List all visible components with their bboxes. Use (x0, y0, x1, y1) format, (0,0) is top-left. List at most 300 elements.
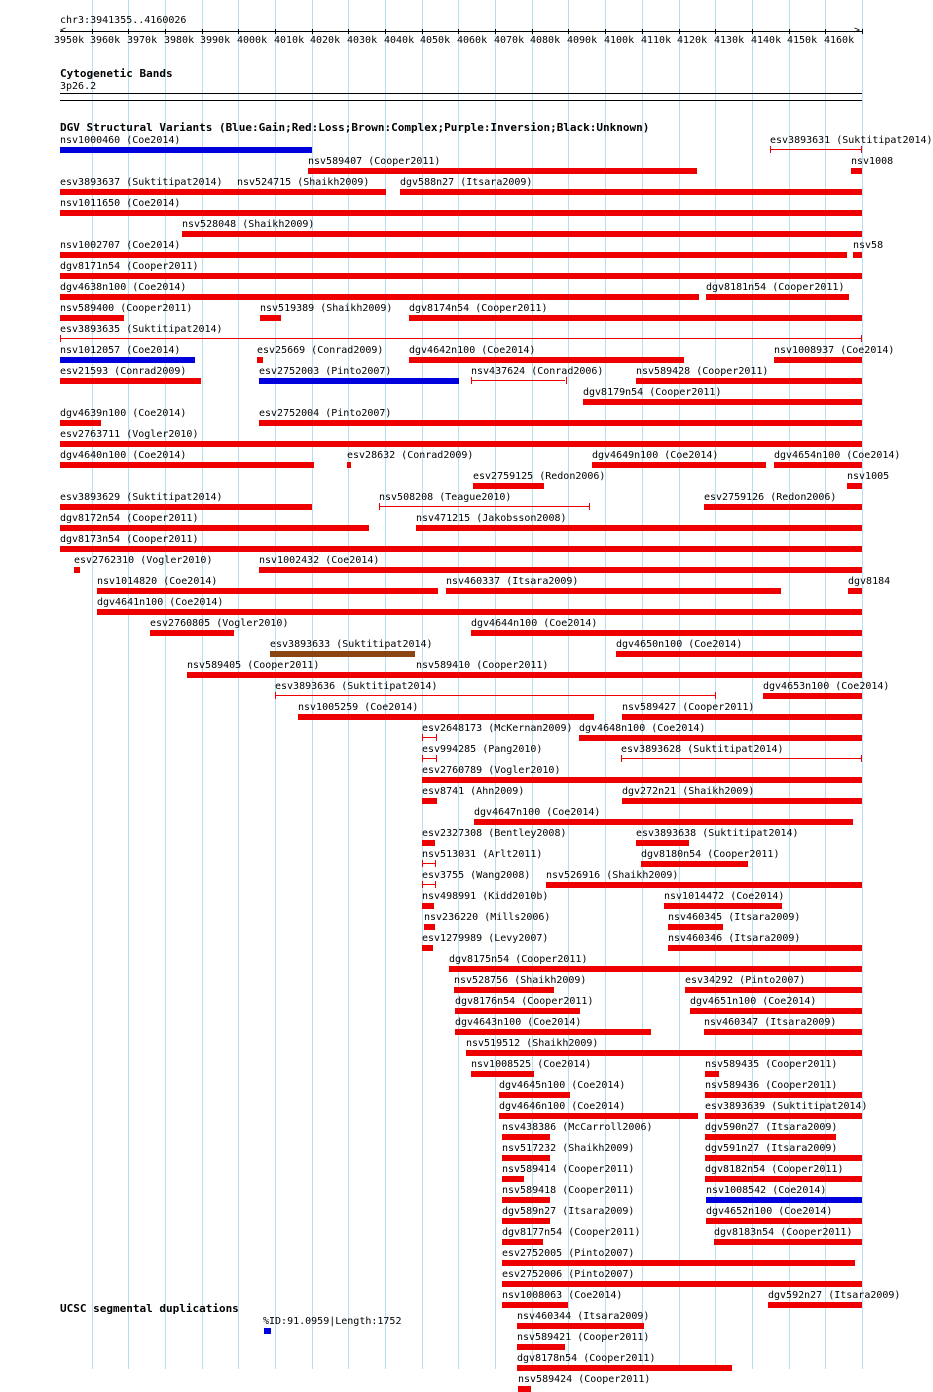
variant-bar[interactable] (416, 525, 862, 531)
variant-end-tick (422, 860, 423, 867)
variant-bar[interactable] (60, 189, 237, 195)
variant-bar[interactable] (705, 1071, 719, 1077)
variant-label[interactable]: nsv1014820 (Coe2014) (97, 576, 218, 587)
variant-bar[interactable] (853, 252, 862, 258)
variant-bar[interactable] (621, 758, 862, 759)
ruler-tick (679, 29, 680, 34)
variant-label[interactable]: esv21593 (Conrad2009) (60, 366, 187, 377)
variant-bar[interactable] (704, 1029, 862, 1035)
variant-label[interactable]: dgv590n27 (Itsara2009) (705, 1122, 838, 1133)
variant-bar[interactable] (774, 462, 862, 468)
ruler-tick-label: 3950k (54, 35, 85, 46)
variant-bar[interactable] (499, 1092, 570, 1098)
cytoband-ideogram-top (60, 93, 862, 94)
variant-end-tick (435, 860, 436, 867)
ruler-right-arrow-icon: > (854, 25, 861, 36)
variant-label[interactable]: esv2762310 (Vogler2010) (74, 555, 213, 566)
variant-bar[interactable] (668, 945, 862, 951)
ruler-tick-label: 4110k (641, 35, 672, 46)
variant-end-tick (275, 692, 276, 699)
variant-label[interactable]: nsv1002707 (Coe2014) (60, 240, 181, 251)
variant-label[interactable]: nsv1008542 (Coe2014) (706, 1185, 827, 1196)
variant-label[interactable]: nsv528048 (Shaikh2009) (182, 219, 315, 230)
variant-label[interactable]: dgv8179n54 (Cooper2011) (583, 387, 722, 398)
variant-bar[interactable] (685, 987, 862, 993)
variant-end-tick (861, 335, 862, 342)
variant-label[interactable]: dgv4646n100 (Coe2014) (499, 1101, 626, 1112)
variant-end-tick (422, 734, 423, 741)
variant-label[interactable]: esv3893638 (Suktitipat2014) (636, 828, 799, 839)
variant-bar[interactable] (517, 1365, 732, 1371)
variant-bar[interactable] (706, 1218, 862, 1224)
variant-bar[interactable] (546, 882, 862, 888)
variant-label[interactable]: nsv460345 (Itsara2009) (668, 912, 801, 923)
variant-bar[interactable] (60, 441, 862, 447)
variant-end-tick (422, 755, 423, 762)
variant-label[interactable]: dgv8183n54 (Cooper2011) (714, 1227, 853, 1238)
variant-label[interactable]: nsv460347 (Itsara2009) (704, 1017, 837, 1028)
variant-label[interactable]: nsv460337 (Itsara2009) (446, 576, 579, 587)
variant-bar[interactable] (851, 168, 862, 174)
variant-bar[interactable] (705, 1176, 862, 1182)
variant-bar[interactable] (422, 884, 435, 885)
ruler-tick-label: 3970k (127, 35, 158, 46)
variant-label[interactable]: nsv589407 (Cooper2011) (308, 156, 441, 167)
variant-label[interactable]: nsv1008937 (Coe2014) (774, 345, 895, 356)
variant-bar[interactable] (705, 1134, 836, 1140)
variant-bar[interactable] (422, 777, 862, 783)
variant-label[interactable]: nsv513031 (Arlt2011) (422, 849, 543, 860)
variant-bar[interactable] (641, 861, 748, 867)
variant-bar[interactable] (60, 315, 124, 321)
variant-label[interactable]: esv3755 (Wang2008) (422, 870, 531, 881)
variant-bar[interactable] (260, 315, 281, 321)
variant-end-tick (621, 755, 622, 762)
variant-bar[interactable] (237, 189, 386, 195)
variant-bar[interactable] (502, 1281, 862, 1287)
variant-label[interactable]: nsv589427 (Cooper2011) (622, 702, 755, 713)
variant-bar[interactable] (690, 1008, 862, 1014)
variant-label[interactable]: dgv8173n54 (Cooper2011) (60, 534, 199, 545)
dgv-track-title: DGV Structural Variants (Blue:Gain;Red:Loss;Brown:Complex;Purple:Inversion;Black:Unknown) (60, 121, 650, 134)
variant-bar[interactable] (517, 1323, 644, 1329)
variant-bar[interactable] (471, 1071, 534, 1077)
ruler-tick-label: 4090k (567, 35, 598, 46)
ruler-tick-label: 4120k (677, 35, 708, 46)
variant-bar[interactable] (60, 294, 699, 300)
variant-bar[interactable] (454, 987, 554, 993)
variant-bar[interactable] (502, 1197, 550, 1203)
variant-bar[interactable] (706, 294, 849, 300)
variant-label[interactable]: nsv589436 (Cooper2011) (705, 1080, 838, 1091)
ruler-tick (312, 29, 313, 34)
variant-label[interactable]: esv2752004 (Pinto2007) (259, 408, 392, 419)
variant-label[interactable]: nsv589414 (Cooper2011) (502, 1164, 635, 1175)
ruler-tick (862, 29, 863, 34)
coordinate-range: chr3:3941355..4160026 (60, 15, 187, 26)
variant-bar[interactable] (518, 1386, 531, 1392)
variant-label[interactable]: dgv4644n100 (Coe2014) (471, 618, 598, 629)
ruler-tick-label: 4020k (310, 35, 341, 46)
variant-bar[interactable] (664, 903, 782, 909)
variant-label[interactable]: esv8741 (Ahn2009) (422, 786, 525, 797)
variant-bar[interactable] (471, 380, 565, 381)
cytoband-ideogram-bottom (60, 100, 862, 101)
variant-end-tick (471, 377, 472, 384)
variant-bar[interactable] (60, 525, 369, 531)
ruler-tick (532, 29, 533, 34)
variant-end-tick (60, 335, 61, 342)
variant-end-tick (589, 503, 590, 510)
variant-bar[interactable] (449, 966, 862, 972)
variant-bar[interactable] (768, 1302, 862, 1308)
variant-label[interactable]: dgv8181n54 (Cooper2011) (706, 282, 845, 293)
variant-end-tick (436, 755, 437, 762)
variant-label[interactable]: esv34292 (Pinto2007) (685, 975, 806, 986)
variant-label[interactable]: dgv588n27 (Itsara2009) (400, 177, 533, 188)
variant-end-tick (861, 146, 862, 153)
variant-bar[interactable] (474, 819, 853, 825)
segdup-track-title: UCSC segmental duplications (60, 1302, 239, 1315)
variant-label[interactable]: esv1279989 (Levy2007) (422, 933, 549, 944)
ruler-axis-line (60, 31, 862, 32)
variant-bar[interactable] (409, 357, 684, 363)
variant-bar[interactable] (422, 737, 437, 738)
variant-bar[interactable] (446, 588, 781, 594)
variant-label[interactable]: nsv1000460 (Coe2014) (60, 135, 181, 146)
variant-bar[interactable] (308, 168, 697, 174)
variant-end-tick (422, 881, 423, 888)
variant-label[interactable]: dgv4647n100 (Coe2014) (474, 807, 601, 818)
variant-label[interactable]: esv28632 (Conrad2009) (347, 450, 474, 461)
ruler-tick-label: 3960k (90, 35, 121, 46)
variant-bar[interactable] (763, 693, 862, 699)
variant-label[interactable]: dgv4641n100 (Coe2014) (97, 597, 224, 608)
variant-bar[interactable] (502, 1239, 543, 1245)
variant-label[interactable]: dgv8176n54 (Cooper2011) (455, 996, 594, 1007)
variant-label[interactable]: nsv1002432 (Coe2014) (259, 555, 380, 566)
variant-bar[interactable] (60, 462, 314, 468)
ruler-tick (202, 29, 203, 34)
variant-bar[interactable] (60, 273, 862, 279)
variant-bar[interactable] (705, 1113, 862, 1119)
variant-bar[interactable] (422, 863, 435, 864)
variant-label[interactable]: dgv4645n100 (Coe2014) (499, 1080, 626, 1091)
variant-label[interactable]: esv2759125 (Redon2006) (473, 471, 606, 482)
ruler-tick (238, 29, 239, 34)
variant-bar[interactable] (275, 695, 715, 696)
variant-label[interactable]: dgv8175n54 (Cooper2011) (449, 954, 588, 965)
variant-label[interactable]: nsv1008525 (Coe2014) (471, 1059, 592, 1070)
variant-bar[interactable] (705, 1092, 862, 1098)
variant-end-tick (379, 503, 380, 510)
variant-bar[interactable] (422, 758, 437, 759)
variant-label[interactable]: nsv460344 (Itsara2009) (517, 1311, 650, 1322)
variant-bar[interactable] (259, 420, 862, 426)
variant-bar[interactable] (471, 630, 862, 636)
variant-label[interactable]: dgv8180n54 (Cooper2011) (641, 849, 780, 860)
ruler-tick-label: 4160k (824, 35, 855, 46)
variant-bar[interactable] (60, 338, 862, 339)
variant-bar[interactable] (60, 357, 195, 363)
variant-label[interactable]: dgv592n27 (Itsara2009) (768, 1290, 901, 1301)
variant-label[interactable]: dgv591n27 (Itsara2009) (705, 1143, 838, 1154)
variant-label[interactable]: nsv589410 (Cooper2011) (416, 660, 549, 671)
variant-label[interactable]: esv3893631 (Suktitipat2014) (770, 135, 933, 146)
variant-end-tick (770, 146, 771, 153)
ruler-tick-label: 4070k (494, 35, 525, 46)
variant-bar[interactable] (187, 672, 416, 678)
ruler-tick-label: 4010k (274, 35, 305, 46)
variant-bar[interactable] (409, 315, 862, 321)
variant-bar[interactable] (400, 189, 862, 195)
variant-bar[interactable] (60, 420, 101, 426)
cytoband-track-title: Cytogenetic Bands (60, 67, 173, 80)
variant-label[interactable]: dgv8182n54 (Cooper2011) (705, 1164, 844, 1175)
segdup-feature-label[interactable]: %ID:91.0959|Length:1752 (263, 1316, 402, 1327)
variant-bar[interactable] (422, 840, 435, 846)
variant-bar[interactable] (60, 252, 847, 258)
variant-bar[interactable] (668, 924, 723, 930)
variant-bar[interactable] (379, 506, 589, 507)
ruler-tick-label: 4000k (237, 35, 268, 46)
variant-bar[interactable] (60, 210, 862, 216)
variant-bar[interactable] (455, 1008, 580, 1014)
variant-label[interactable]: dgv4652n100 (Coe2014) (706, 1206, 833, 1217)
variant-label[interactable]: nsv1005259 (Coe2014) (298, 702, 419, 713)
variant-label[interactable]: esv3893633 (Suktitipat2014) (270, 639, 433, 650)
variant-label[interactable]: esv3893639 (Suktitipat2014) (705, 1101, 868, 1112)
variant-label[interactable]: dgv4639n100 (Coe2014) (60, 408, 187, 419)
variant-label[interactable]: dgv4651n100 (Coe2014) (690, 996, 817, 1007)
variant-label[interactable]: nsv58 (853, 240, 884, 251)
variant-bar[interactable] (422, 798, 437, 804)
variant-bar[interactable] (74, 567, 80, 573)
variant-label[interactable]: nsv1011650 (Coe2014) (60, 198, 181, 209)
variant-label[interactable]: dgv4653n100 (Coe2014) (763, 681, 890, 692)
variant-label[interactable]: nsv589421 (Cooper2011) (517, 1332, 650, 1343)
ruler-tick-label: 3980k (164, 35, 195, 46)
variant-bar[interactable] (298, 714, 594, 720)
ruler-tick-label: 4030k (347, 35, 378, 46)
ruler-tick-label: 4060k (457, 35, 488, 46)
ruler-tick (568, 29, 569, 34)
variant-label[interactable]: dgv8171n54 (Cooper2011) (60, 261, 199, 272)
ruler-tick-label: 4140k (751, 35, 782, 46)
variant-bar[interactable] (150, 630, 234, 636)
variant-bar[interactable] (774, 357, 862, 363)
ruler-tick-label: 4050k (420, 35, 451, 46)
variant-label[interactable]: nsv517232 (Shaikh2009) (502, 1143, 635, 1154)
variant-bar[interactable] (502, 1176, 524, 1182)
variant-bar[interactable] (502, 1302, 568, 1308)
variant-label[interactable]: nsv471215 (Jakobsson2008) (416, 513, 567, 524)
ruler-tick (495, 29, 496, 34)
variant-bar[interactable] (622, 714, 862, 720)
ruler-tick (422, 29, 423, 34)
variant-label[interactable]: nsv460346 (Itsara2009) (668, 933, 801, 944)
variant-bar[interactable] (97, 588, 438, 594)
variant-bar[interactable] (706, 1197, 862, 1203)
variant-label[interactable]: dgv8174n54 (Cooper2011) (409, 303, 548, 314)
variant-bar[interactable] (499, 1113, 698, 1119)
ruler-tick (458, 29, 459, 34)
variant-bar[interactable] (270, 651, 415, 657)
ruler-tick (825, 29, 826, 34)
variant-label[interactable]: nsv1008 (851, 156, 894, 167)
ruler-tick (275, 29, 276, 34)
variant-label[interactable]: dgv589n27 (Itsara2009) (502, 1206, 635, 1217)
variant-label[interactable]: dgv4640n100 (Coe2014) (60, 450, 187, 461)
variant-label[interactable]: esv3893637 (Suktitipat2014) (60, 177, 223, 188)
variant-label[interactable]: esv3893635 (Suktitipat2014) (60, 324, 223, 335)
variant-label[interactable]: esv2648173 (McKernan2009) (422, 723, 573, 734)
variant-label[interactable]: nsv1005 (847, 471, 890, 482)
ruler-left-arrow-icon: < (60, 25, 67, 36)
cytoband-label: 3p26.2 (60, 81, 97, 92)
variant-bar[interactable] (502, 1218, 550, 1224)
variant-bar[interactable] (616, 651, 862, 657)
variant-label[interactable]: dgv4654n100 (Coe2014) (774, 450, 901, 461)
variant-label[interactable]: esv2752005 (Pinto2007) (502, 1248, 635, 1259)
variant-end-tick (715, 692, 716, 699)
variant-bar[interactable] (259, 378, 459, 384)
variant-label[interactable]: nsv519512 (Shaikh2009) (466, 1038, 599, 1049)
variant-bar[interactable] (416, 672, 862, 678)
ruler-tick (348, 29, 349, 34)
variant-label[interactable]: dgv8184 (848, 576, 891, 587)
variant-label[interactable]: nsv498991 (Kidd2010b) (422, 891, 549, 902)
variant-bar[interactable] (636, 840, 689, 846)
variant-bar[interactable] (347, 462, 351, 468)
variant-bar[interactable] (704, 504, 862, 510)
segdup-feature-bar[interactable] (264, 1328, 271, 1334)
variant-bar[interactable] (60, 147, 312, 153)
variant-label[interactable]: dgv4648n100 (Coe2014) (579, 723, 706, 734)
ruler-tick-label: 4130k (714, 35, 745, 46)
variant-label[interactable]: nsv589400 (Cooper2011) (60, 303, 193, 314)
variant-bar[interactable] (622, 798, 862, 804)
variant-bar[interactable] (422, 903, 434, 909)
variant-bar[interactable] (60, 546, 862, 552)
variant-bar[interactable] (714, 1239, 862, 1245)
variant-label[interactable]: nsv589428 (Cooper2011) (636, 366, 769, 377)
variant-label[interactable]: esv2760789 (Vogler2010) (422, 765, 561, 776)
variant-label[interactable]: esv994285 (Pang2010) (422, 744, 543, 755)
variant-end-tick (861, 755, 862, 762)
variant-end-tick (566, 377, 567, 384)
variant-label[interactable]: esv2327308 (Bentley2008) (422, 828, 567, 839)
variant-bar[interactable] (847, 483, 862, 489)
variant-bar[interactable] (422, 945, 433, 951)
variant-label[interactable]: nsv1008063 (Coe2014) (502, 1290, 623, 1301)
ruler-tick-label: 4080k (530, 35, 561, 46)
variant-label[interactable]: dgv8172n54 (Cooper2011) (60, 513, 199, 524)
ruler-tick (165, 29, 166, 34)
variant-label[interactable]: nsv589418 (Cooper2011) (502, 1185, 635, 1196)
ruler-tick (789, 29, 790, 34)
variant-bar[interactable] (636, 378, 862, 384)
variant-label[interactable]: nsv437624 (Conrad2006) (471, 366, 604, 377)
variant-bar[interactable] (60, 378, 201, 384)
variant-end-tick (435, 881, 436, 888)
variant-label[interactable]: dgv4650n100 (Coe2014) (616, 639, 743, 650)
variant-label[interactable]: esv3893628 (Suktitipat2014) (621, 744, 784, 755)
ruler-tick (92, 29, 93, 34)
variant-label[interactable]: esv2752006 (Pinto2007) (502, 1269, 635, 1280)
variant-bar[interactable] (579, 735, 862, 741)
variant-label[interactable]: nsv589405 (Cooper2011) (187, 660, 320, 671)
variant-label[interactable]: nsv1012057 (Coe2014) (60, 345, 181, 356)
variant-bar[interactable] (848, 588, 862, 594)
variant-bar[interactable] (583, 399, 862, 405)
variant-label[interactable]: esv3893629 (Suktitipat2014) (60, 492, 223, 503)
variant-bar[interactable] (97, 609, 862, 615)
variant-label[interactable]: esv2760805 (Vogler2010) (150, 618, 289, 629)
ruler-tick-label: 4100k (604, 35, 635, 46)
variant-label[interactable]: dgv272n21 (Shaikh2009) (622, 786, 755, 797)
variant-bar[interactable] (592, 462, 766, 468)
ruler-tick (605, 29, 606, 34)
variant-label[interactable]: nsv438386 (McCarroll2006) (502, 1122, 653, 1133)
ruler-tick (752, 29, 753, 34)
variant-label[interactable]: dgv8178n54 (Cooper2011) (517, 1353, 656, 1364)
variant-label[interactable]: nsv589435 (Cooper2011) (705, 1059, 838, 1070)
variant-label[interactable]: nsv526916 (Shaikh2009) (546, 870, 679, 881)
variant-bar[interactable] (257, 357, 263, 363)
ruler-tick (385, 29, 386, 34)
variant-bar[interactable] (60, 504, 312, 510)
variant-label[interactable]: dgv4638n100 (Coe2014) (60, 282, 187, 293)
variant-bar[interactable] (455, 1029, 651, 1035)
variant-end-tick (436, 734, 437, 741)
variant-label[interactable]: dgv4649n100 (Coe2014) (592, 450, 719, 461)
variant-label[interactable]: esv2752003 (Pinto2007) (259, 366, 392, 377)
variant-label[interactable]: nsv236220 (Mills2006) (424, 912, 551, 923)
variant-bar[interactable] (705, 1155, 862, 1161)
variant-label[interactable]: dgv8177n54 (Cooper2011) (502, 1227, 641, 1238)
ruler-tick-label: 4040k (384, 35, 415, 46)
variant-bar[interactable] (502, 1260, 855, 1266)
variant-bar[interactable] (473, 483, 544, 489)
variant-bar[interactable] (502, 1155, 550, 1161)
ruler-tick (642, 29, 643, 34)
variant-label[interactable]: dgv4643n100 (Coe2014) (455, 1017, 582, 1028)
variant-label[interactable]: nsv524715 (Shaikh2009) (237, 177, 370, 188)
variant-label[interactable]: esv25669 (Conrad2009) (257, 345, 384, 356)
variant-bar[interactable] (259, 567, 862, 573)
variant-bar[interactable] (466, 1050, 862, 1056)
variant-label[interactable]: nsv528756 (Shaikh2009) (454, 975, 587, 986)
variant-label[interactable]: esv3893636 (Suktitipat2014) (275, 681, 438, 692)
variant-bar[interactable] (770, 149, 862, 150)
variant-bar[interactable] (517, 1344, 565, 1350)
ruler-tick (715, 29, 716, 34)
variant-label[interactable]: esv2759126 (Redon2006) (704, 492, 837, 503)
variant-label[interactable]: nsv519389 (Shaikh2009) (260, 303, 393, 314)
ruler-tick-label: 4150k (787, 35, 818, 46)
variant-bar[interactable] (182, 231, 862, 237)
variant-label[interactable]: dgv4642n100 (Coe2014) (409, 345, 536, 356)
variant-label[interactable]: esv2763711 (Vogler2010) (60, 429, 199, 440)
ruler-tick-label: 3990k (200, 35, 231, 46)
variant-label[interactable]: nsv589424 (Cooper2011) (518, 1374, 651, 1385)
variant-label[interactable]: nsv508208 (Teague2010) (379, 492, 512, 503)
ruler-tick (128, 29, 129, 34)
variant-label[interactable]: nsv1014472 (Coe2014) (664, 891, 785, 902)
variant-bar[interactable] (424, 924, 435, 930)
variant-bar[interactable] (502, 1134, 550, 1140)
